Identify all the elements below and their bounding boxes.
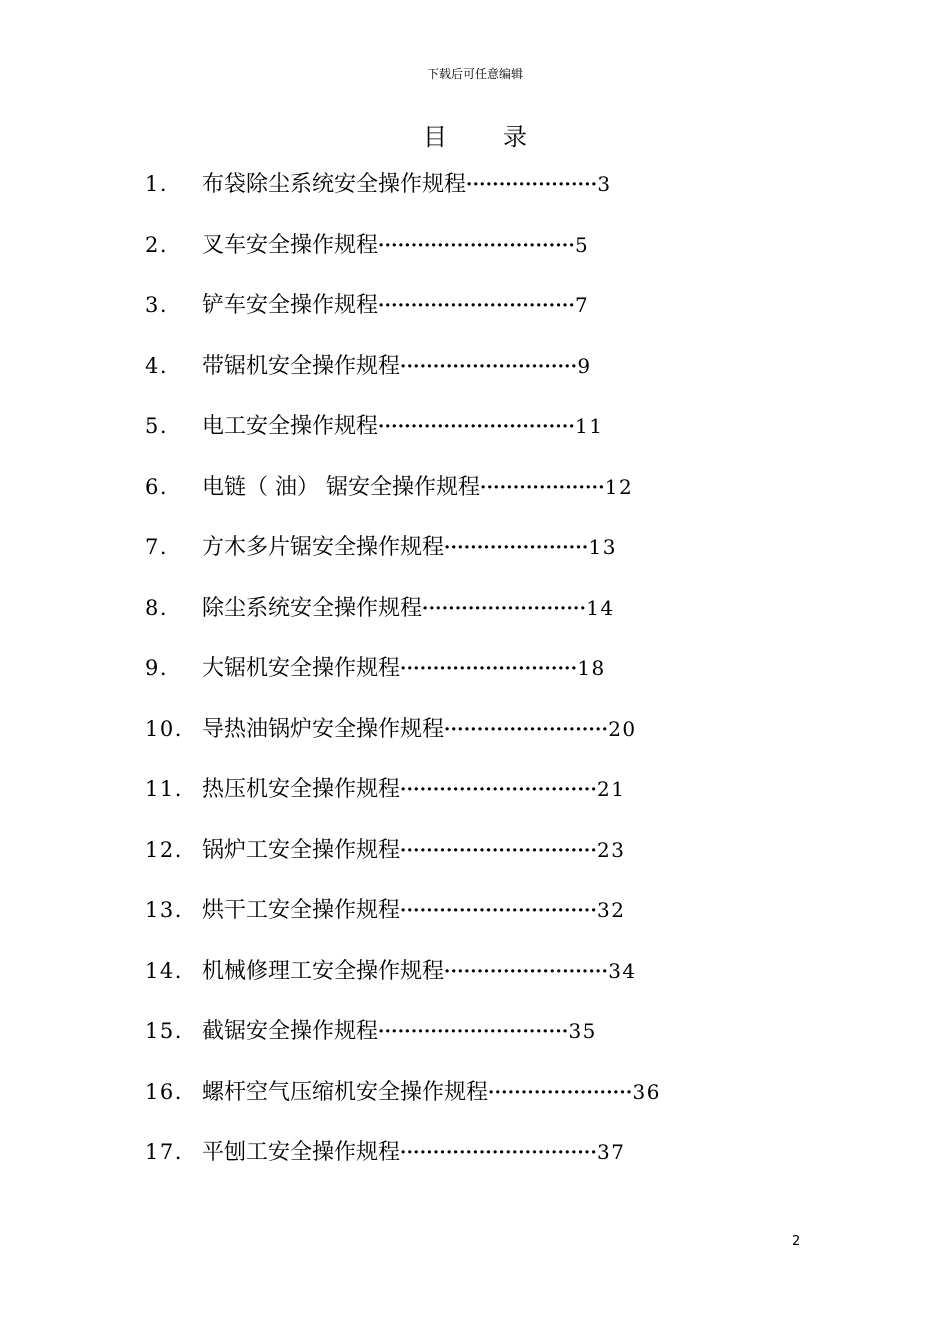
toc-entry-title: 布袋除尘系统安全操作规程 (202, 172, 467, 197)
toc-entry-page: 36 (632, 1080, 661, 1104)
toc-entry[interactable] (0, 1076, 950, 1108)
toc-leader-dots: ··················· (480, 477, 605, 498)
toc-title-char-1: 目 (423, 123, 447, 151)
toc-entry[interactable] (0, 410, 950, 442)
toc-entry-page: 5 (575, 233, 590, 257)
toc-leader-dots: ······························ (378, 416, 576, 437)
toc-entry[interactable] (0, 350, 950, 382)
toc-entry-title: 方木多片锯安全操作规程 (202, 535, 445, 560)
toc-entry[interactable] (0, 773, 950, 805)
toc-entry-number: 7. (145, 535, 169, 559)
toc-entry-title: 叉车安全操作规程 (202, 233, 379, 258)
toc-entry-page: 18 (577, 656, 606, 680)
toc-entry-number: 3. (145, 293, 169, 317)
toc-leader-dots: ························· (444, 719, 609, 740)
toc-leader-dots: ······························ (400, 1142, 598, 1163)
toc-entry[interactable] (0, 471, 950, 503)
toc-entry-title: 带锯机安全操作规程 (202, 354, 401, 379)
toc-entry-title: 除尘系统安全操作规程 (202, 596, 423, 621)
toc-leader-dots: ···················· (466, 174, 598, 195)
toc-entry-number: 11. (145, 777, 183, 801)
toc-entry-page: 11 (575, 414, 604, 438)
toc-entry[interactable] (0, 229, 950, 261)
toc-entry-page: 9 (577, 354, 592, 378)
toc-entry-page: 14 (586, 596, 615, 620)
toc-entry-number: 16. (145, 1080, 183, 1104)
toc-entry-number: 9. (145, 656, 169, 680)
toc-entry[interactable] (0, 1136, 950, 1168)
toc-entry-title: 导热油锅炉安全操作规程 (202, 717, 445, 742)
toc-entry-number: 5. (145, 414, 169, 438)
toc-entry-title: 大锯机安全操作规程 (202, 656, 401, 681)
toc-entry-page: 7 (575, 293, 590, 317)
toc-entry-number: 13. (145, 898, 183, 922)
toc-entry-title: 烘干工安全操作规程 (202, 898, 401, 923)
toc-entry-page: 21 (597, 777, 626, 801)
toc-leader-dots: ························· (422, 598, 587, 619)
toc-entry-number: 12. (145, 838, 183, 862)
toc-entry-page: 20 (608, 717, 637, 741)
toc-entry-title: 锅炉工安全操作规程 (202, 838, 401, 863)
toc-entry-page: 35 (568, 1019, 597, 1043)
toc-entry-number: 6. (145, 475, 169, 499)
toc-entry-page: 12 (604, 475, 634, 499)
toc-entry[interactable] (0, 592, 950, 624)
toc-entry-page: 23 (597, 838, 626, 862)
toc-entry-page: 34 (608, 959, 637, 983)
toc-leader-dots: ··························· (400, 356, 578, 377)
toc-entry-title: 螺杆空气压缩机安全操作规程 (202, 1080, 489, 1105)
toc-leader-dots: ······················ (488, 1082, 633, 1103)
toc-entry-page: 37 (597, 1140, 626, 1164)
toc-title-char-2: 录 (503, 123, 527, 151)
toc-entry[interactable] (0, 289, 950, 321)
toc-entry-title: 平刨工安全操作规程 (202, 1140, 401, 1165)
toc-entry[interactable] (0, 713, 950, 745)
toc-entry-number: 14. (145, 959, 183, 983)
header-note: 下载后可任意编辑 (426, 67, 523, 81)
toc-entry-title: 电工安全操作规程 (202, 414, 379, 439)
toc-entry-title: 铲车安全操作规程 (202, 293, 379, 318)
toc-leader-dots: ····························· (378, 1021, 569, 1042)
toc-entry-page: 13 (588, 535, 617, 559)
toc-entry-number: 15. (145, 1019, 183, 1043)
toc-entry[interactable] (0, 652, 950, 684)
toc-leader-dots: ······························ (400, 779, 598, 800)
page-number: 2 (792, 1234, 801, 1249)
toc-entry-title: 截锯安全操作规程 (202, 1019, 379, 1044)
toc-entry-title: 热压机安全操作规程 (202, 777, 401, 802)
toc-entry-number: 17. (145, 1140, 183, 1164)
toc-leader-dots: ························· (444, 961, 609, 982)
toc-entry[interactable] (0, 1015, 950, 1047)
toc-entry-number: 4. (145, 354, 169, 378)
toc-entry[interactable] (0, 531, 950, 563)
toc-entry-number: 10. (145, 717, 183, 741)
toc-leader-dots: ··························· (400, 658, 578, 679)
toc-leader-dots: ······························ (400, 840, 598, 861)
toc-entry-title: 电链（ 油） 锯安全操作规程 (202, 475, 480, 500)
toc-entry[interactable] (0, 894, 950, 926)
toc-leader-dots: ······························ (378, 295, 576, 316)
toc-entry[interactable] (0, 834, 950, 866)
toc-entry[interactable] (0, 168, 950, 200)
toc-entry-page: 32 (597, 898, 626, 922)
toc-entry-page: 3 (597, 172, 612, 196)
toc-entry[interactable] (0, 955, 950, 987)
toc-entry-title: 机械修理工安全操作规程 (202, 959, 445, 984)
toc-leader-dots: ······························ (400, 900, 598, 921)
toc-leader-dots: ······················ (444, 537, 589, 558)
toc-leader-dots: ······························ (378, 235, 576, 256)
toc-entry-number: 2. (145, 233, 169, 257)
toc-entry-number: 8. (145, 596, 169, 620)
toc-entry-number: 1. (145, 172, 169, 196)
